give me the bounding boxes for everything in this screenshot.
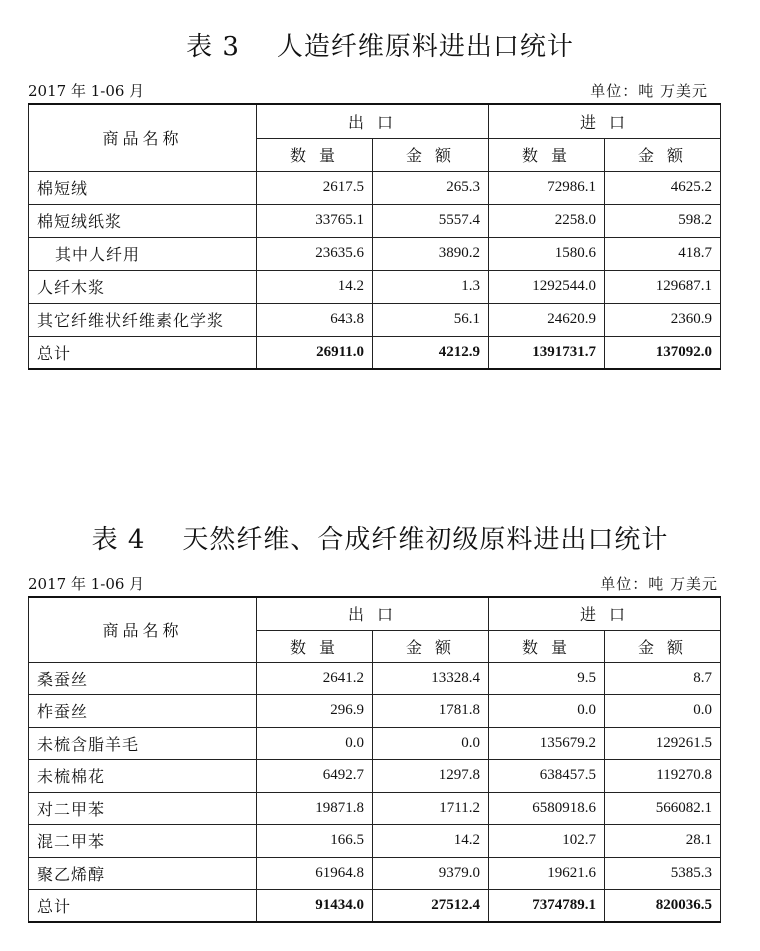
import-qty: 1580.6	[489, 237, 605, 270]
row-name: 柞蚕丝	[29, 694, 257, 727]
row-name: 未梳棉花	[29, 759, 257, 792]
import-qty: 2258.0	[489, 204, 605, 237]
header-export: 出 口	[257, 597, 489, 630]
import-qty: 9.5	[489, 662, 605, 694]
header-product-name: 商品名称	[29, 104, 257, 171]
import-amt: 566082.1	[605, 792, 721, 824]
export-amt: 5557.4	[373, 204, 489, 237]
table3-title: 表 3 人造纤维原料进出口统计	[186, 32, 574, 62]
row-name: 棉短绒	[29, 171, 257, 204]
row-name: 混二甲苯	[29, 824, 257, 857]
header-export-amt: 金 额	[373, 138, 489, 171]
export-amt: 1711.2	[373, 792, 489, 824]
total-import-amt: 820036.5	[605, 889, 721, 922]
table-row	[29, 759, 721, 792]
import-amt: 5385.3	[605, 857, 721, 889]
table-row	[29, 237, 721, 270]
import-amt: 129687.1	[605, 270, 721, 303]
header-export-qty: 数 量	[257, 630, 373, 662]
export-qty: 6492.7	[257, 759, 373, 792]
export-qty: 14.2	[257, 270, 373, 303]
row-name: 未梳含脂羊毛	[29, 727, 257, 759]
import-qty: 6580918.6	[489, 792, 605, 824]
total-import-qty: 1391731.7	[489, 336, 605, 369]
table-row	[29, 792, 721, 824]
total-row	[29, 336, 721, 369]
total-export-qty: 26911.0	[257, 336, 373, 369]
import-qty: 638457.5	[489, 759, 605, 792]
row-name: 人纤木浆	[29, 270, 257, 303]
import-amt: 119270.8	[605, 759, 721, 792]
import-qty: 135679.2	[489, 727, 605, 759]
table-row	[29, 857, 721, 889]
header-import-amt: 金 额	[605, 630, 721, 662]
import-qty: 1292544.0	[489, 270, 605, 303]
import-qty: 19621.6	[489, 857, 605, 889]
export-qty: 643.8	[257, 303, 373, 336]
header-export-qty: 数 量	[257, 138, 373, 171]
table4	[28, 596, 721, 923]
export-qty: 33765.1	[257, 204, 373, 237]
export-amt: 265.3	[373, 171, 489, 204]
export-amt: 1781.8	[373, 694, 489, 727]
import-amt: 0.0	[605, 694, 721, 727]
import-amt: 418.7	[605, 237, 721, 270]
header-export-amt: 金 额	[373, 630, 489, 662]
export-qty: 19871.8	[257, 792, 373, 824]
table3-period: 2017 年 1-06 月	[28, 82, 145, 100]
import-amt: 28.1	[605, 824, 721, 857]
row-name: 其它纤维状纤维素化学浆	[29, 303, 257, 336]
import-qty: 0.0	[489, 694, 605, 727]
total-label: 总计	[29, 889, 257, 922]
export-amt: 56.1	[373, 303, 489, 336]
export-qty: 2641.2	[257, 662, 373, 694]
total-import-qty: 7374789.1	[489, 889, 605, 922]
total-label: 总计	[29, 336, 257, 369]
row-name: 聚乙烯醇	[29, 857, 257, 889]
export-amt: 9379.0	[373, 857, 489, 889]
header-import: 进 口	[489, 597, 721, 630]
import-qty: 24620.9	[489, 303, 605, 336]
import-amt: 4625.2	[605, 171, 721, 204]
header-export: 出 口	[257, 104, 489, 138]
table-row	[29, 204, 721, 237]
export-qty: 0.0	[257, 727, 373, 759]
export-amt: 1.3	[373, 270, 489, 303]
total-export-qty: 91434.0	[257, 889, 373, 922]
header-import-amt: 金 额	[605, 138, 721, 171]
table-row	[29, 694, 721, 727]
header-import-qty: 数 量	[489, 138, 605, 171]
row-name: 其中人纤用	[29, 237, 257, 270]
header-import: 进 口	[489, 104, 721, 138]
import-amt: 2360.9	[605, 303, 721, 336]
table-row	[29, 727, 721, 759]
table3-unit: 单位：吨 万美元	[590, 82, 708, 100]
import-amt: 129261.5	[605, 727, 721, 759]
total-export-amt: 27512.4	[373, 889, 489, 922]
export-amt: 1297.8	[373, 759, 489, 792]
export-qty: 61964.8	[257, 857, 373, 889]
table-row	[29, 171, 721, 204]
import-amt: 598.2	[605, 204, 721, 237]
header-product-name: 商品名称	[29, 597, 257, 662]
total-export-amt: 4212.9	[373, 336, 489, 369]
row-name: 桑蚕丝	[29, 662, 257, 694]
table3	[28, 103, 721, 370]
total-import-amt: 137092.0	[605, 336, 721, 369]
table-row	[29, 270, 721, 303]
import-amt: 8.7	[605, 662, 721, 694]
export-qty: 23635.6	[257, 237, 373, 270]
total-row	[29, 889, 721, 922]
export-amt: 3890.2	[373, 237, 489, 270]
table4-period: 2017 年 1-06 月	[28, 575, 145, 593]
table4-unit: 单位：吨 万美元	[600, 575, 718, 593]
row-name: 对二甲苯	[29, 792, 257, 824]
header-import-qty: 数 量	[489, 630, 605, 662]
import-qty: 72986.1	[489, 171, 605, 204]
table-row	[29, 662, 721, 694]
import-qty: 102.7	[489, 824, 605, 857]
table-row	[29, 824, 721, 857]
export-amt: 13328.4	[373, 662, 489, 694]
export-qty: 2617.5	[257, 171, 373, 204]
export-qty: 296.9	[257, 694, 373, 727]
table4-title: 表 4 天然纤维、合成纤维初级原料进出口统计	[91, 525, 669, 555]
export-qty: 166.5	[257, 824, 373, 857]
row-name: 棉短绒纸浆	[29, 204, 257, 237]
export-amt: 0.0	[373, 727, 489, 759]
table-row	[29, 303, 721, 336]
export-amt: 14.2	[373, 824, 489, 857]
